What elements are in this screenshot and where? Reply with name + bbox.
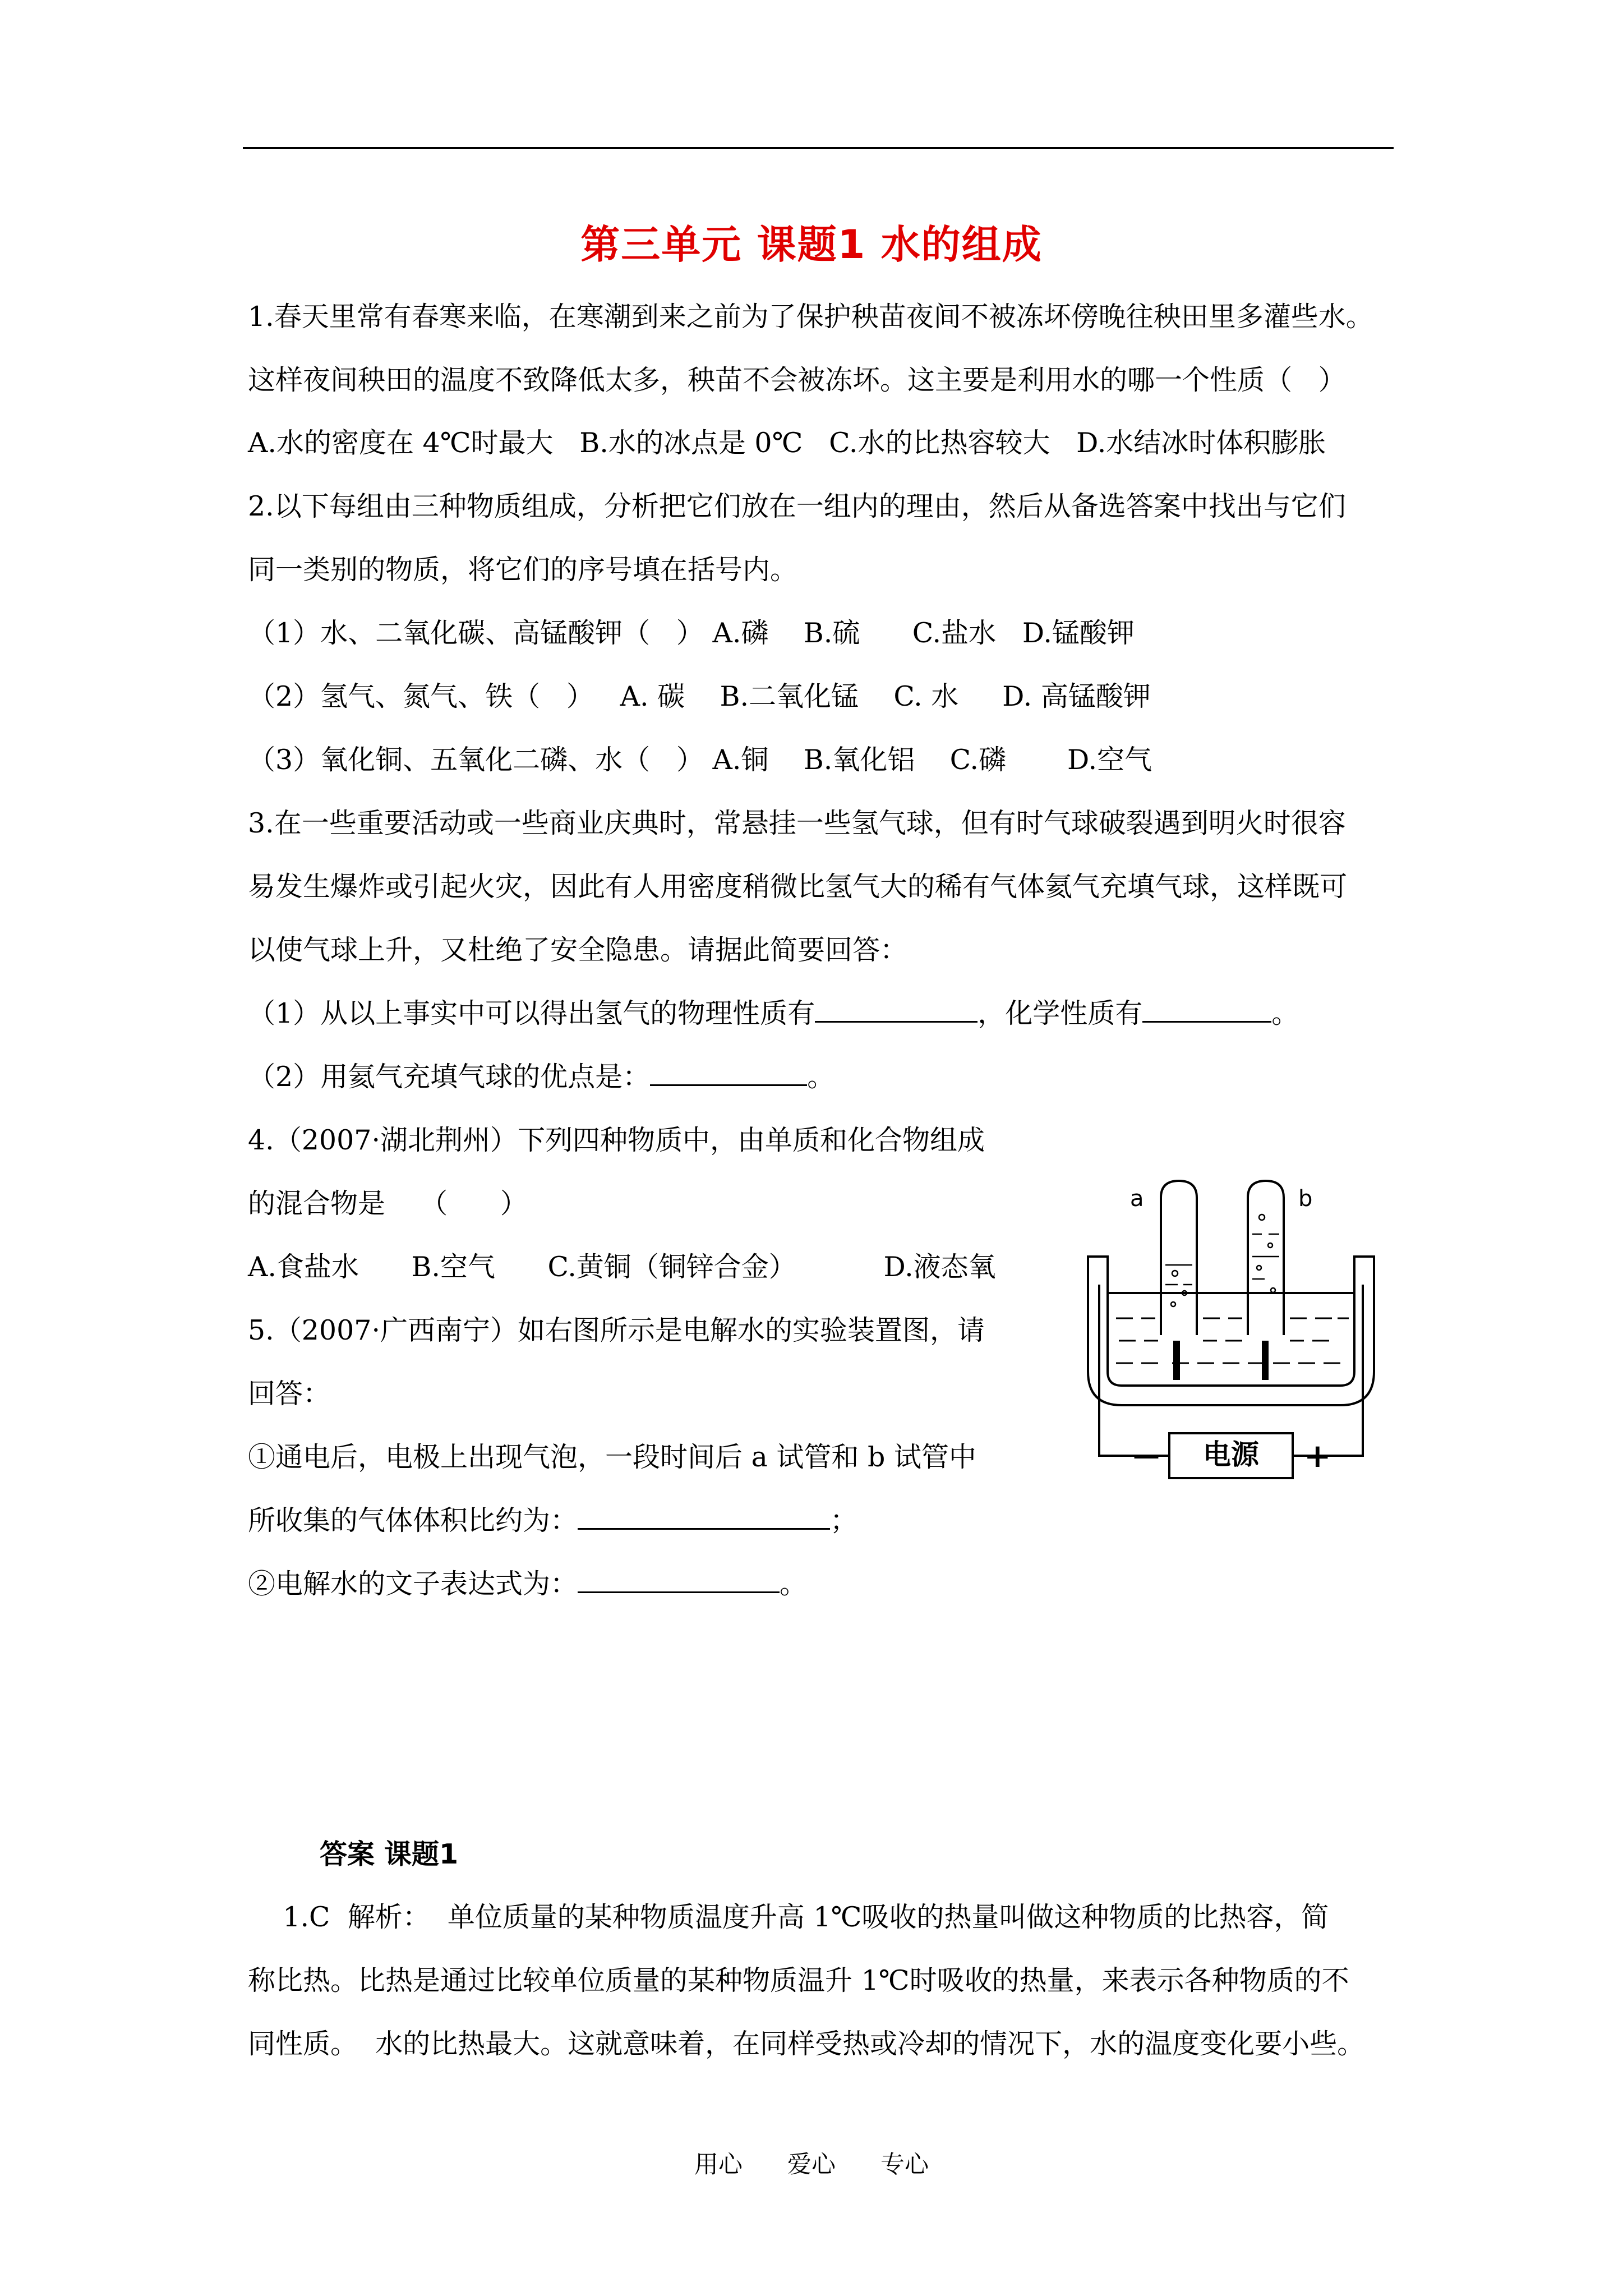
q5-sub1-line2 bbox=[248, 1501, 857, 1540]
header-rule bbox=[243, 147, 1394, 149]
q3-sub1 bbox=[248, 994, 1299, 1033]
water-surface bbox=[1116, 1318, 1349, 1363]
footer-word-3: 专心 bbox=[880, 2151, 929, 2179]
q5-sub1-text-b: 所收集的气体体积比约为： bbox=[248, 1504, 578, 1536]
tube-a bbox=[1161, 1181, 1197, 1335]
q5-sub2-text-a: ②电解水的文子表达式为： bbox=[248, 1568, 578, 1600]
electrode-b bbox=[1262, 1341, 1269, 1380]
q2-sub3: （3）氧化铜、五氧化二磷、水（ ） A.铜 B.氧化铝 C.磷 D.空气 bbox=[248, 744, 1152, 776]
electrode-a bbox=[1173, 1341, 1180, 1380]
page-footer bbox=[0, 2146, 1623, 2180]
wire-right bbox=[1293, 1285, 1363, 1456]
q2-sub2: （2）氢气、氮气、铁（ ） A. 碳 B.二氧化锰 C. 水 D. 高锰酸钾 bbox=[248, 680, 1151, 712]
answer-blank[interactable] bbox=[578, 1566, 780, 1593]
q4-line1: 4.（2007·湖北荆州）下列四种物质中，由单质和化合物组成 bbox=[248, 1124, 985, 1156]
tube-b bbox=[1248, 1181, 1284, 1335]
q3-sub1-text-c: 。 bbox=[1271, 997, 1299, 1029]
answer-line3: 同性质。 水的比热最大。这就意味着，在同样受热或冷却的情况下，水的温度变化要小些。 bbox=[248, 2028, 1365, 2060]
q3-sub1-text-a: （1）从以上事实中可以得出氢气的物理性质有 bbox=[248, 997, 815, 1029]
electrolysis-apparatus-diagram bbox=[1077, 1150, 1385, 1503]
footer-word-2: 爱心 bbox=[787, 2151, 836, 2179]
trough-outer bbox=[1088, 1257, 1374, 1405]
q3-line1: 3.在一些重要活动或一些商业庆典时，常悬挂一些氢气球，但有时气球破裂遇到明火时很容 bbox=[248, 807, 1346, 839]
q5-sub1-text-c: ； bbox=[830, 1504, 858, 1536]
answer-line1: 1.C 解析： 单位质量的某种物质温度升高 1℃吸收的热量叫做这种物质的比热容，简 bbox=[248, 1901, 1329, 1933]
q1-line2: 这样夜间秧田的温度不致降低太多，秧苗不会被冻坏。这主要是利用水的哪一个性质（ ） bbox=[248, 364, 1346, 396]
minus-terminal: — bbox=[1133, 1439, 1160, 1471]
q5-line1: 5.（2007·广西南宁）如右图所示是电解水的实验装置图，请 bbox=[248, 1314, 985, 1346]
q3-sub2-text-a: （2）用氦气充填气球的优点是： bbox=[248, 1061, 651, 1093]
answer-line2: 称比热。比热是通过比较单位质量的某种物质温升 1℃时吸收的热量，来表示各种物质的不 bbox=[248, 1964, 1349, 1996]
q3-sub2 bbox=[248, 1057, 834, 1097]
plus-terminal: + bbox=[1304, 1437, 1331, 1475]
wire-left bbox=[1099, 1285, 1169, 1456]
page-title: 第三单元 课题1 水的组成 bbox=[580, 222, 1043, 268]
q4-options: A.食盐水 B.空气 C.黄铜（铜锌合金） D.液态氧 bbox=[248, 1251, 996, 1283]
q3-line2: 易发生爆炸或引起火灾，因此有人用密度稍微比氢气大的稀有气体氦气充填气球，这样既可 bbox=[248, 871, 1348, 903]
q1-line1: 1.春天里常有春寒来临，在寒潮到来之前为了保护秧苗夜间不被冻坏傍晚往秧田里多灌些水。 bbox=[248, 301, 1373, 333]
answer-blank[interactable] bbox=[578, 1502, 830, 1530]
q3-sub1-text-b: ，化学性质有 bbox=[978, 997, 1143, 1029]
q5-sub1-line1: ①通电后，电极上出现气泡，一段时间后 a 试管和 b 试管中 bbox=[248, 1441, 976, 1473]
tube-water bbox=[1165, 1234, 1279, 1285]
answer-blank[interactable] bbox=[815, 995, 978, 1023]
q2-sub1: （1）水、二氧化碳、高锰酸钾（ ） A.磷 B.硫 C.盐水 D.锰酸钾 bbox=[248, 617, 1135, 649]
q3-sub2-text-b: 。 bbox=[807, 1061, 835, 1093]
tube-a-label: a bbox=[1130, 1186, 1144, 1212]
q5-sub2 bbox=[248, 1565, 807, 1604]
tube-b-label: b bbox=[1298, 1186, 1313, 1212]
footer-word-1: 用心 bbox=[694, 2151, 743, 2179]
answer-blank[interactable] bbox=[1142, 995, 1271, 1023]
q3-line3: 以使气球上升，又杜绝了安全隐患。请据此简要回答： bbox=[248, 934, 908, 966]
q1-options: A.水的密度在 4℃时最大 B.水的冰点是 0℃ C.水的比热容较大 D.水结冰时体积膨胀 bbox=[248, 427, 1326, 459]
power-label: 电源 bbox=[1203, 1438, 1259, 1471]
answer-blank[interactable] bbox=[650, 1059, 807, 1086]
q5-sub2-text-b: 。 bbox=[780, 1568, 808, 1600]
q2-line2: 同一类别的物质，将它们的序号填在括号内。 bbox=[248, 554, 798, 586]
answers-heading: 答案 课题1 bbox=[320, 1838, 459, 1870]
q4-line2: 的混合物是 （ ） bbox=[248, 1188, 528, 1220]
q5-line2: 回答： bbox=[248, 1378, 331, 1410]
q2-line1: 2.以下每组由三种物质组成，分析把它们放在一组内的理由，然后从备选答案中找出与它们 bbox=[248, 490, 1346, 522]
